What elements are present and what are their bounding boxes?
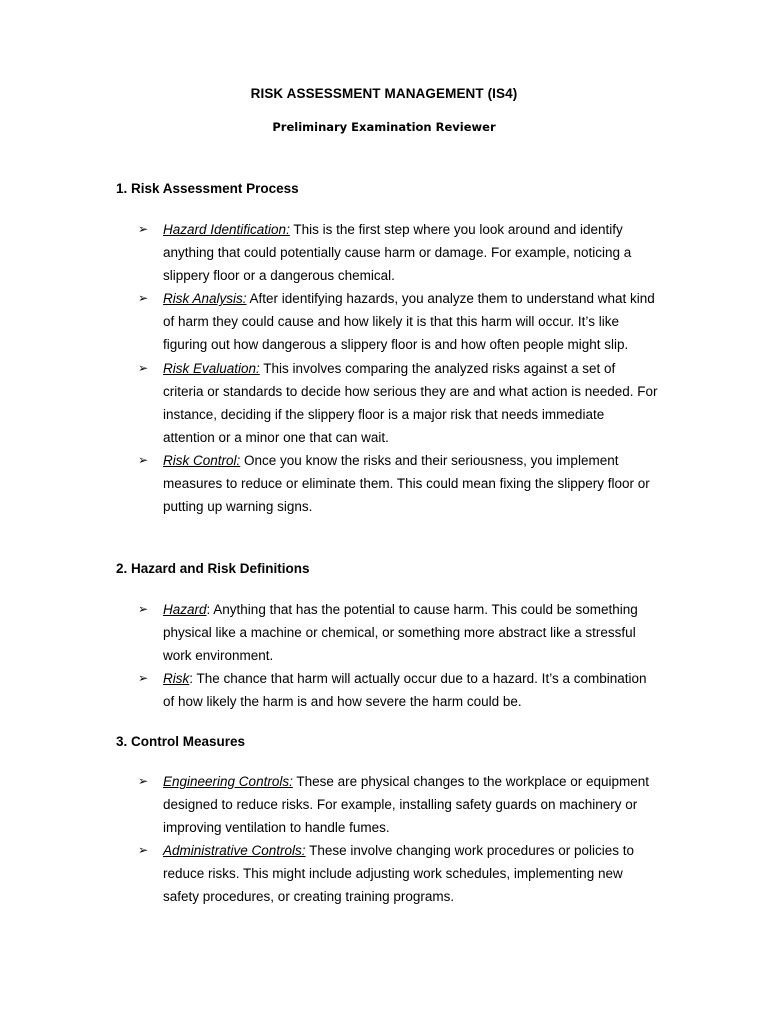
- definition-text: After identifying hazards, you analyze them to understand what kind of harm they could cause and how likely it is that this harm will occur. It’s like figuring out how dangerous a slippery floor is and how often people might slip.: [163, 291, 655, 353]
- term-risk: Risk: [163, 671, 190, 687]
- document-title: RISK ASSESSMENT MANAGEMENT (IS4): [250, 86, 518, 101]
- arrow-bullet-icon: ➢: [138, 671, 149, 686]
- list-item-hazard: [138, 598, 658, 667]
- term-engineering-controls: Engineering Controls:: [163, 774, 293, 789]
- list-item-administrative-controls: [138, 839, 658, 908]
- arrow-bullet-icon: ➢: [138, 360, 149, 375]
- term-hazard: Hazard: [163, 602, 207, 617]
- term-hazard-identification: Hazard Identification:: [163, 222, 290, 237]
- list-item-risk-evaluation: [138, 357, 658, 449]
- section-heading-risk-assessment-process: 1. Risk Assessment Process: [116, 181, 299, 196]
- term-risk-control: Risk Control:: [163, 452, 241, 468]
- definition-text: These involve changing work procedures or policies to reduce risks. This might include adjusting work schedules, implementing new safety procedures, or creating training programs.: [163, 843, 634, 905]
- definition-text: Once you know the risks and their seriousness, you implement measures to reduce or eliminate them. This could mean fixing the slippery floor or putting up warning signs.: [163, 452, 650, 515]
- list-risk-assessment-process: [138, 218, 658, 518]
- term-administrative-controls: Administrative Controls:: [163, 843, 306, 859]
- list-item-engineering-controls: [138, 770, 658, 839]
- definition-text: : Anything that has the potential to cause harm. This could be something physical like a machine or chemical, or something more abstract like a stressful work environment.: [163, 602, 638, 664]
- definition-text: This is the first step where you look around and identify anything that could potentially cause harm or damage. For example, noticing a slippery floor or a dangerous chemical.: [163, 222, 632, 284]
- arrow-bullet-icon: ➢: [138, 222, 149, 236]
- section-heading-hazard-and-risk-definitions: 2. Hazard and Risk Definitions: [116, 561, 310, 576]
- definition-text: This involves comparing the analyzed risks against a set of criteria or standards to decide how serious they are and what action is needed. For instance, deciding if the slippery floor is a major risk that needs immediate attention or a minor one that can wait.: [163, 360, 658, 445]
- arrow-bullet-icon: ➢: [138, 774, 149, 788]
- list-control-measures: [138, 770, 658, 909]
- section-heading-control-measures: 3. Control Measures: [116, 734, 246, 749]
- document-subtitle: Preliminary Examination Reviewer: [272, 120, 496, 134]
- term-risk-evaluation: Risk Evaluation:: [163, 360, 260, 376]
- arrow-bullet-icon: ➢: [138, 452, 149, 467]
- term-risk-analysis: Risk Analysis:: [163, 291, 247, 307]
- list-item-risk-analysis: [138, 287, 658, 356]
- list-item-risk-control: [138, 449, 658, 518]
- arrow-bullet-icon: ➢: [138, 843, 149, 858]
- arrow-bullet-icon: ➢: [138, 602, 149, 616]
- list-item-risk: [138, 667, 658, 713]
- arrow-bullet-icon: ➢: [138, 291, 149, 306]
- definition-text: : The chance that harm will actually occur due to a hazard. It’s a combination of how likely the harm is and how severe the harm could be.: [163, 671, 647, 710]
- list-item-hazard-identification: [138, 218, 658, 287]
- definition-text: These are physical changes to the workplace or equipment designed to reduce risks. For example, installing safety guards on machinery or improving ventilation to handle fumes.: [163, 774, 650, 836]
- list-hazard-and-risk-definitions: [138, 598, 658, 713]
